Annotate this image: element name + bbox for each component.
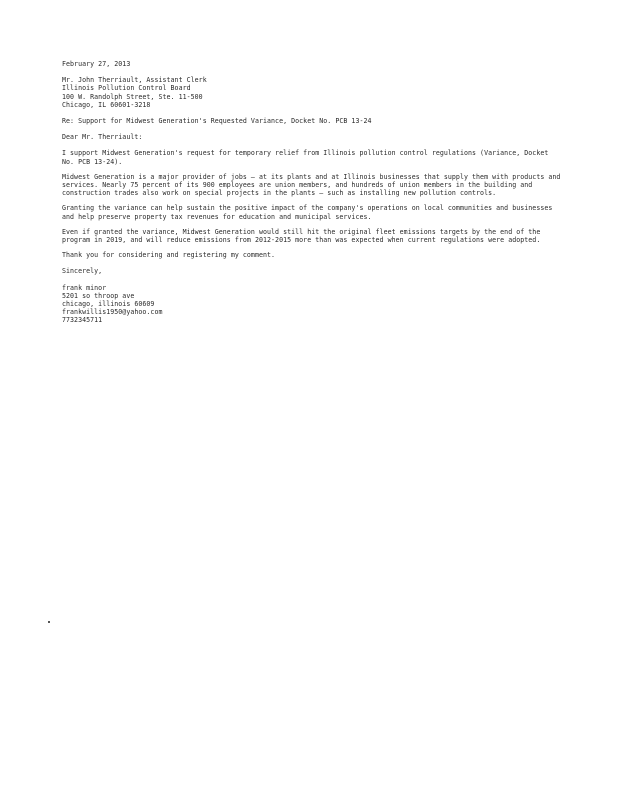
letter-closing: Sincerely,	[62, 267, 103, 276]
paragraph: Granting the variance can help sustain the positive impact of the company's operations on local communities and businesses and help preserve property tax revenues for education and municipal services.	[62, 204, 553, 221]
recipient-street: 100 W. Randolph Street, Ste. 11-500	[62, 92, 203, 101]
recipient-org: Illinois Pollution Control Board	[62, 84, 191, 93]
signature-name: frank minor	[62, 283, 107, 292]
paragraph: Midwest Generation is a major provider of jobs – at its plants and at Illinois businesses that supply them with products and services. Nearly 75 percent of its 900 employees are union members, and hundreds of union members in the building and construction trades also work on special projects in the plants – such as installing new pollution controls.	[62, 172, 561, 198]
scan-speck	[48, 621, 50, 623]
paragraph: Even if granted the variance, Midwest Generation would still hit the original fleet emissions targets by the end of the program in 2019, and will reduce emissions from 2012-2015 more than was expected when current regulations were adopted.	[62, 227, 541, 245]
paragraph: Thank you for considering and registering my comment.	[62, 251, 276, 260]
signature-city: chicago, illinois 60609	[62, 300, 155, 309]
signature-street: 5201 so throop ave	[62, 291, 135, 300]
paragraph: I support Midwest Generation's request for temporary relief from Illinois pollution control regulations (Variance, Docket No. PCB 13-24).	[62, 149, 549, 166]
recipient-city: Chicago, IL 60601-3218	[62, 100, 151, 109]
letter-body	[62, 60, 562, 325]
signature-email: frankwillis1950@yahoo.com	[62, 308, 163, 317]
letter-subject: Re: Support for Midwest Generation's Requested Variance, Docket No. PCB 13-24	[62, 117, 372, 126]
letter-date: February 27, 2013	[62, 60, 131, 68]
recipient-address	[62, 76, 562, 109]
letter-salutation: Dear Mr. Therriault:	[62, 133, 143, 142]
recipient-name: Mr. John Therriault, Assistant Clerk	[62, 76, 207, 85]
signature-phone: 7732345711	[62, 316, 103, 325]
signature-block	[62, 284, 562, 325]
